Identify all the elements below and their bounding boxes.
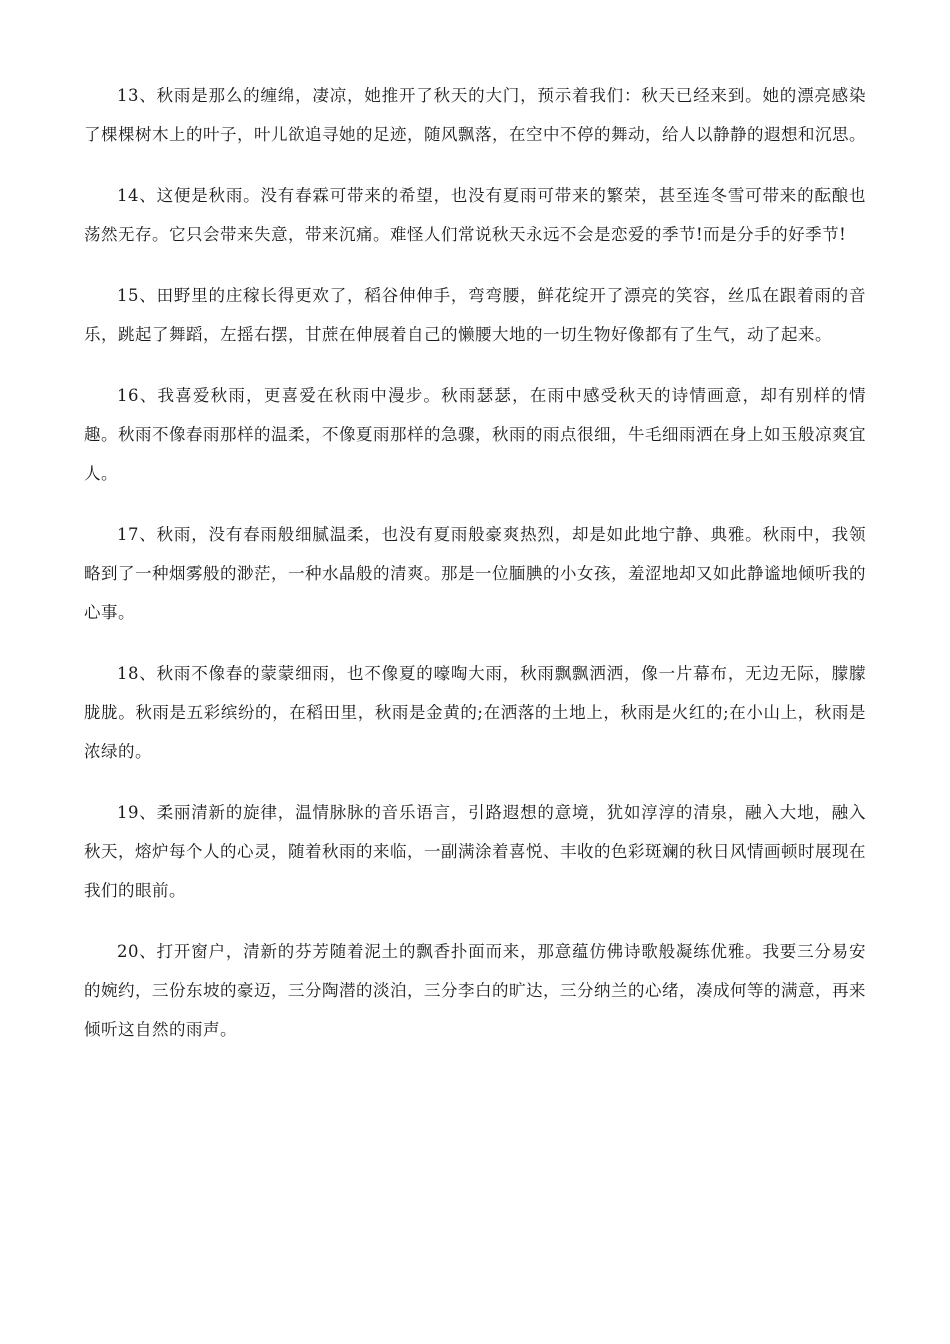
paragraph-14: 14、这便是秋雨。没有春霖可带来的希望，也没有夏雨可带来的繁荣，甚至连冬雪可带来的酝酿也荡然无存。它只会带来失意，带来沉痛。难怪人们常说秋天永远不会是恋爱的季节!而是分手的好季节! bbox=[84, 186, 866, 244]
paragraph-18: 18、秋雨不像春的蒙蒙细雨，也不像夏的嚎啕大雨，秋雨飘飘洒洒，像一片幕布，无边无际，朦朦胧胧。秋雨是五彩缤纷的，在稻田里，秋雨是金黄的;在洒落的土地上，秋雨是火红的;在小山上，秋雨是浓绿的。 bbox=[84, 664, 866, 761]
paragraph-15: 15、田野里的庄稼长得更欢了，稻谷伸伸手，弯弯腰，鲜花绽开了漂亮的笑容，丝瓜在跟着雨的音乐，跳起了舞蹈，左摇右摆，甘蔗在伸展着自己的懒腰大地的一切生物好像都有了生气，动了起来。 bbox=[84, 286, 866, 344]
paragraph-19: 19、柔丽清新的旋律，温情脉脉的音乐语言，引路遐想的意境，犹如淳淳的清泉，融入大地，融入秋天，熔炉每个人的心灵，随着秋雨的来临，一副满涂着喜悦、丰收的色彩斑斓的秋日风情画顿时展现在我们的眼前。 bbox=[84, 803, 866, 900]
paragraph-16: 16、我喜爱秋雨，更喜爱在秋雨中漫步。秋雨瑟瑟，在雨中感受秋天的诗情画意，却有别样的情趣。秋雨不像春雨那样的温柔，不像夏雨那样的急骤，秋雨的雨点很细，牛毛细雨洒在身上如玉般凉爽宜人。 bbox=[84, 386, 866, 483]
paragraph-20: 20、打开窗户，清新的芬芳随着泥土的飘香扑面而来，那意蕴仿佛诗歌般凝练优雅。我要三分易安的婉约，三份东坡的豪迈，三分陶潜的淡泊，三分李白的旷达，三分纳兰的心绪，凑成何等的满意，再来倾听这自然的雨声。 bbox=[84, 942, 866, 1039]
paragraph-13: 13、秋雨是那么的缠绵，凄凉，她推开了秋天的大门，预示着我们：秋天已经来到。她的漂亮感染了棵棵树木上的叶子，叶儿欲追寻她的足迹，随风飘落，在空中不停的舞动，给人以静静的遐想和沉思。 bbox=[84, 86, 866, 144]
paragraph-17: 17、秋雨，没有春雨般细腻温柔，也没有夏雨般豪爽热烈，却是如此地宁静、典雅。秋雨中，我领略到了一种烟雾般的渺茫，一种水晶般的清爽。那是一位腼腆的小女孩，羞涩地却又如此静谧地倾听我的心事。 bbox=[84, 525, 866, 622]
document-body bbox=[84, 76, 866, 1071]
